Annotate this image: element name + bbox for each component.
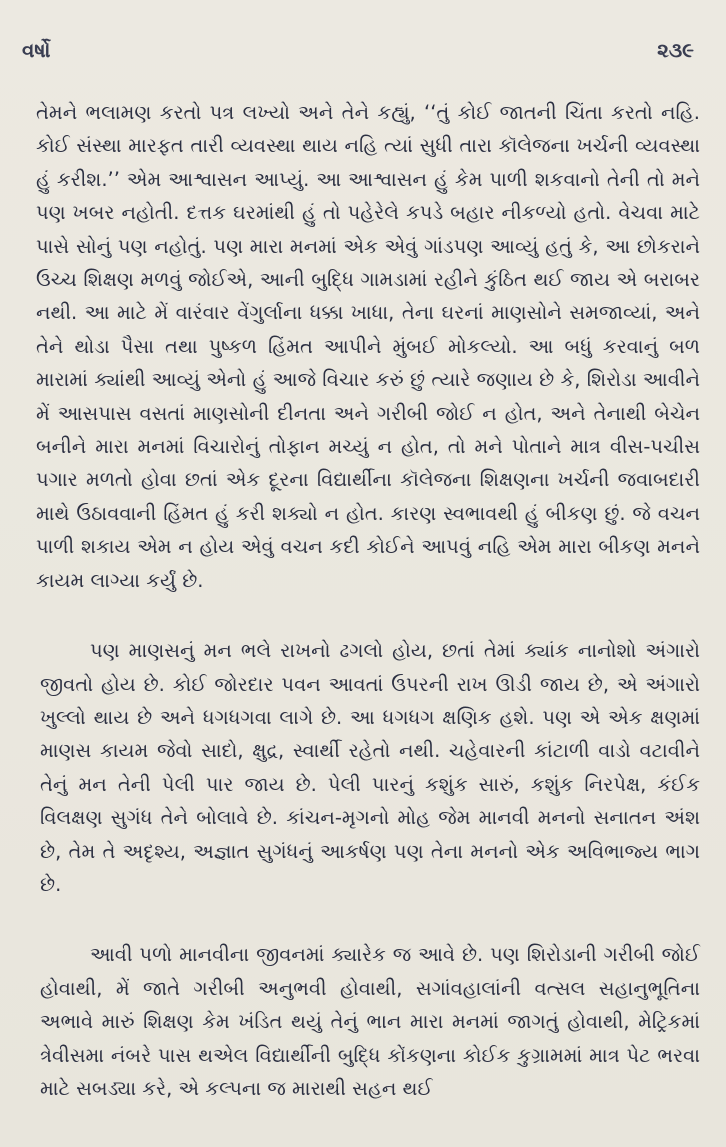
page-number: ૨૩૯: [657, 38, 694, 62]
paragraph-2: પણ માણસનું મન ભલે રાખનો ઢગલો હોય, છતાં તેમાં ક્યાંક નાનોશો અંગારો જીવતો હોય છે. કોઈ જોરદાર પવન આવતાં ઉપરની રાખ ઊડી જાય છે, એ અંગારો ખુલ્લો થાય છે અને ધગધગવા લાગે છે. આ ધગધગ ક્ષણિક હશે. પણ એ એક ક્ષણમાં માણસ કાયમ જેવો સાદો, ક્ષુદ્ર, સ્વાર્થી રહેતો નથી. ચહેવારની કાંટાળી વાડો વટાવીને તેનું મન તેની પેલી પાર જાય છે. પેલી પારનું કશુંક સારું, કશુંક નિરપેક્ષ, કંઈક વિલક્ષણ સુગંધ તેને બોલાવે છે. કાંચન-મૃગનો મોહ જેમ માનવી મનનો સનાતન અંશ છે, તેમ તે અદૃશ્ય, અજ્ઞાત સુગંધનું આકર્ષણ પણ તેના મનનો એક અવિભાજ્ય ભાગ છે.: [40, 639, 700, 896]
paragraph-1: તેમને ભલામણ કરતો પત્ર લખ્યો અને તેને કહ્યું, ‘‘તું કોઈ જાતની ચિંતા કરતો નહિ. કોઈ સંસ્થા મારફત તારી વ્યવસ્થા થાય નહિ ત્યાં સુધી તારા કૉલેજના ખર્ચની વ્યવસ્થા હું કરીશ.’’ એમ આશ્વાસન આપ્યું. આ આશ્વાસન હું કેમ પાળી શકવાનો તેની તો મને પણ ખબર નહોતી. દત્તક ઘરમાંથી હું તો પહેરેલે કપડે બહાર નીકળ્યો હતો. વેચવા માટે પાસે સોનું પણ નહોતું. પણ મારા મનમાં એક એવું ગાંડપણ આવ્યું હતું કે, આ છોકરાને ઉચ્ચ શિક્ષણ મળવું જોઈએ, આની બુદ્ધિ ગામડામાં રહીને કુંઠિત થઈ જાય એ બરાબર નથી. આ માટે મેં વારંવાર વેંગુર્લાના ધક્કા ખાધા, તેના ઘરનાં માણસોને સમજાવ્યાં, અને તેને થોડા પૈસા તથા પુષ્કળ હિંમત આપીને મુંબઈ મોકલ્યો. આ બધું કરવાનું બળ મારામાં ક્યાંથી આવ્યું એનો હું આજે વિચાર કરું છું ત્યારે જણાય છે કે, શિરોડા આવીને મેં આસપાસ વસતાં માણસોની દીનતા અને ગરીબી જોઈ ન હોત, અને તેનાથી બેચેન બનીને મારા મનમાં વિચારોનું તોફાન મચ્યું ન હોત, તો મને પોતાને માત્ર વીસ-પચીસ પગાર મળતો હોવા છતાં એક દૂરના વિદ્યાર્થીના કૉલેજના શિક્ષણના ખર્ચની જવાબદારી માથે ઉઠાવવાની હિંમત હું કરી શક્યો ન હોત. કારણ સ્વભાવથી હું બીકણ છું. જે વચન પાળી શકાય એમ ન હોય એવું વચન કદી કોઈને આપવું નહિ એમ મારા બીકણ મનને કાયમ લાગ્યા કર્યું છે.: [36, 101, 700, 592]
page-body: [36, 96, 700, 1105]
running-header: [22, 38, 708, 68]
section-title: વર્ષો: [22, 38, 51, 62]
paragraph-3: આવી પળો માનવીના જીવનમાં ક્યારેક જ આવે છે. પણ શિરોડાની ગરીબી જોઈ હોવાથી, મેં જાતે ગરીબી અનુભવી હોવાથી, સગાંવહાલાંની વત્સલ સહાનુભૂતિના અભાવે મારું શિક્ષણ કેમ ખંડિત થયું તેનું ભાન મારા મનમાં જાગતું હોવાથી, મેટ્રિકમાં ત્રેવીસમા નંબરે પાસ થએલ વિદ્યાર્થીની બુદ્ધિ કોંકણના કોઈક કુગ્રામમાં માત્ર પેટ ભરવા માટે સબડ્યા કરે, એ કલ્પના જ મારાથી સહન થઈ: [40, 943, 700, 1100]
